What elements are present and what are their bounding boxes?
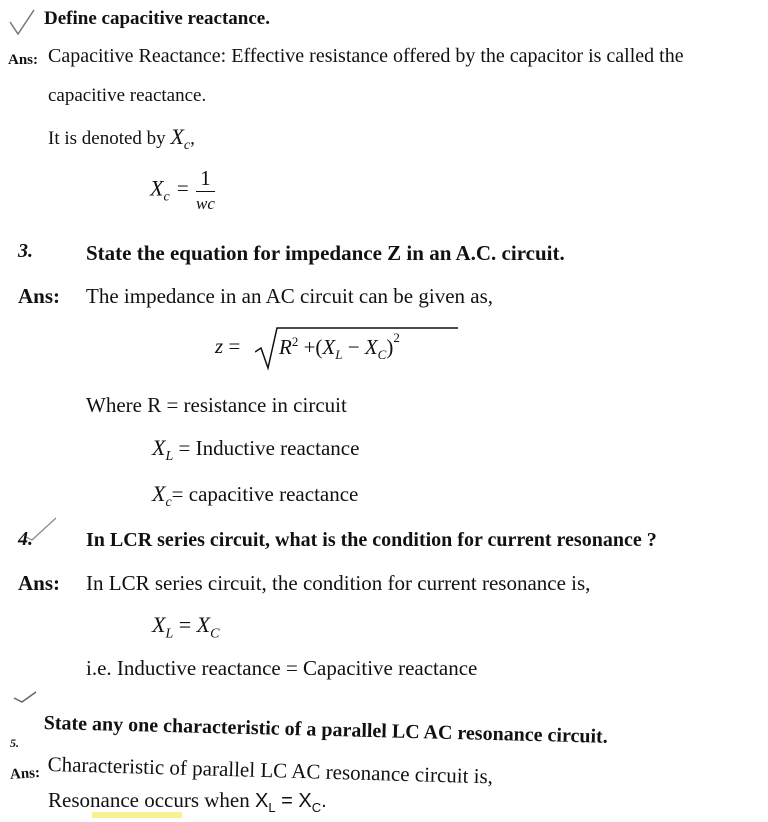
q1-answer-line1: Capacitive Reactance: Effective resistance offered by the capacitor is called the [48,45,684,67]
q4-number: 4. [18,528,33,550]
q1-formula: $X_c$ = $\frac{1}{wc}$ [150,165,215,216]
q3-answer-intro: The impedance in an AC circuit can be given as, [86,284,494,308]
q4-ans-label: Ans: [18,571,61,595]
q1-denoted-line: It is denoted by $X_c$, [48,124,195,153]
tick-mark-icon [12,690,38,706]
q1-symbol-sub: c [183,137,191,153]
q4-answer-intro: In LCR series circuit, the condition for current resonance is, [86,571,591,595]
q5-answer-line2: Resonance occurs when $X_L = X_C$. [48,788,327,815]
highlight-mark [92,812,182,818]
q3-number: 3. [18,240,33,262]
q3-ans-label: Ans: [18,284,61,308]
q3-impedance-formula: z = $R^2 +(X_L - X_C)^2$ [215,326,240,372]
q1-formula-sub: c [163,189,170,205]
q3-xl-line: $X_L$ = Inductive reactance [152,435,360,465]
q1-formula-lhs: X [150,175,164,201]
q3-radicand: $R^2 +(X_L - X_C)^2$ [279,330,400,363]
q4-question: In LCR series circuit, what is the condition for current resonance ? [86,529,657,551]
q1-question: Define capacitive reactance. [44,8,270,29]
q3-question: State the equation for impedance Z in an A.C. circuit. [86,241,565,265]
q4-condition-formula: $X_L = X_C$ [152,612,220,642]
q3-xl-text: Inductive reactance [195,436,360,460]
q5-answer-text: Resonance occurs when [48,788,250,812]
q3-xc-sub: c [165,495,172,511]
q5-ans-label: Ans: [9,764,41,784]
q1-numerator: 1 [196,165,215,192]
q3-where-text: Where R = resistance in circuit [86,393,347,417]
q1-denoted-text: It is denoted by [48,128,166,149]
q1-denominator: wc [196,194,215,213]
q5-number: 5. [10,736,19,750]
q3-xc-text: capacitive reactance [188,482,359,506]
q3-xc-line: $X_c=$ capacitive reactance [152,481,359,511]
q5-answer-line1: Characteristic of parallel LC AC resonance circuit is, [47,752,494,789]
q1-fraction [196,165,215,216]
q5-question: State any one characteristic of a parallel LC AC resonance circuit. [43,712,609,748]
q3-formula-lhs: z [215,334,224,358]
tick-mark-icon [6,8,36,38]
q1-answer-line2: capacitive reactance. [48,85,207,106]
q1-ans-label: Ans: [8,52,39,68]
q3-xl-sub: L [165,449,174,465]
q4-ie-text: i.e. Inductive reactance = Capacitive reactance [86,656,478,680]
q1-symbol: X [170,124,184,149]
